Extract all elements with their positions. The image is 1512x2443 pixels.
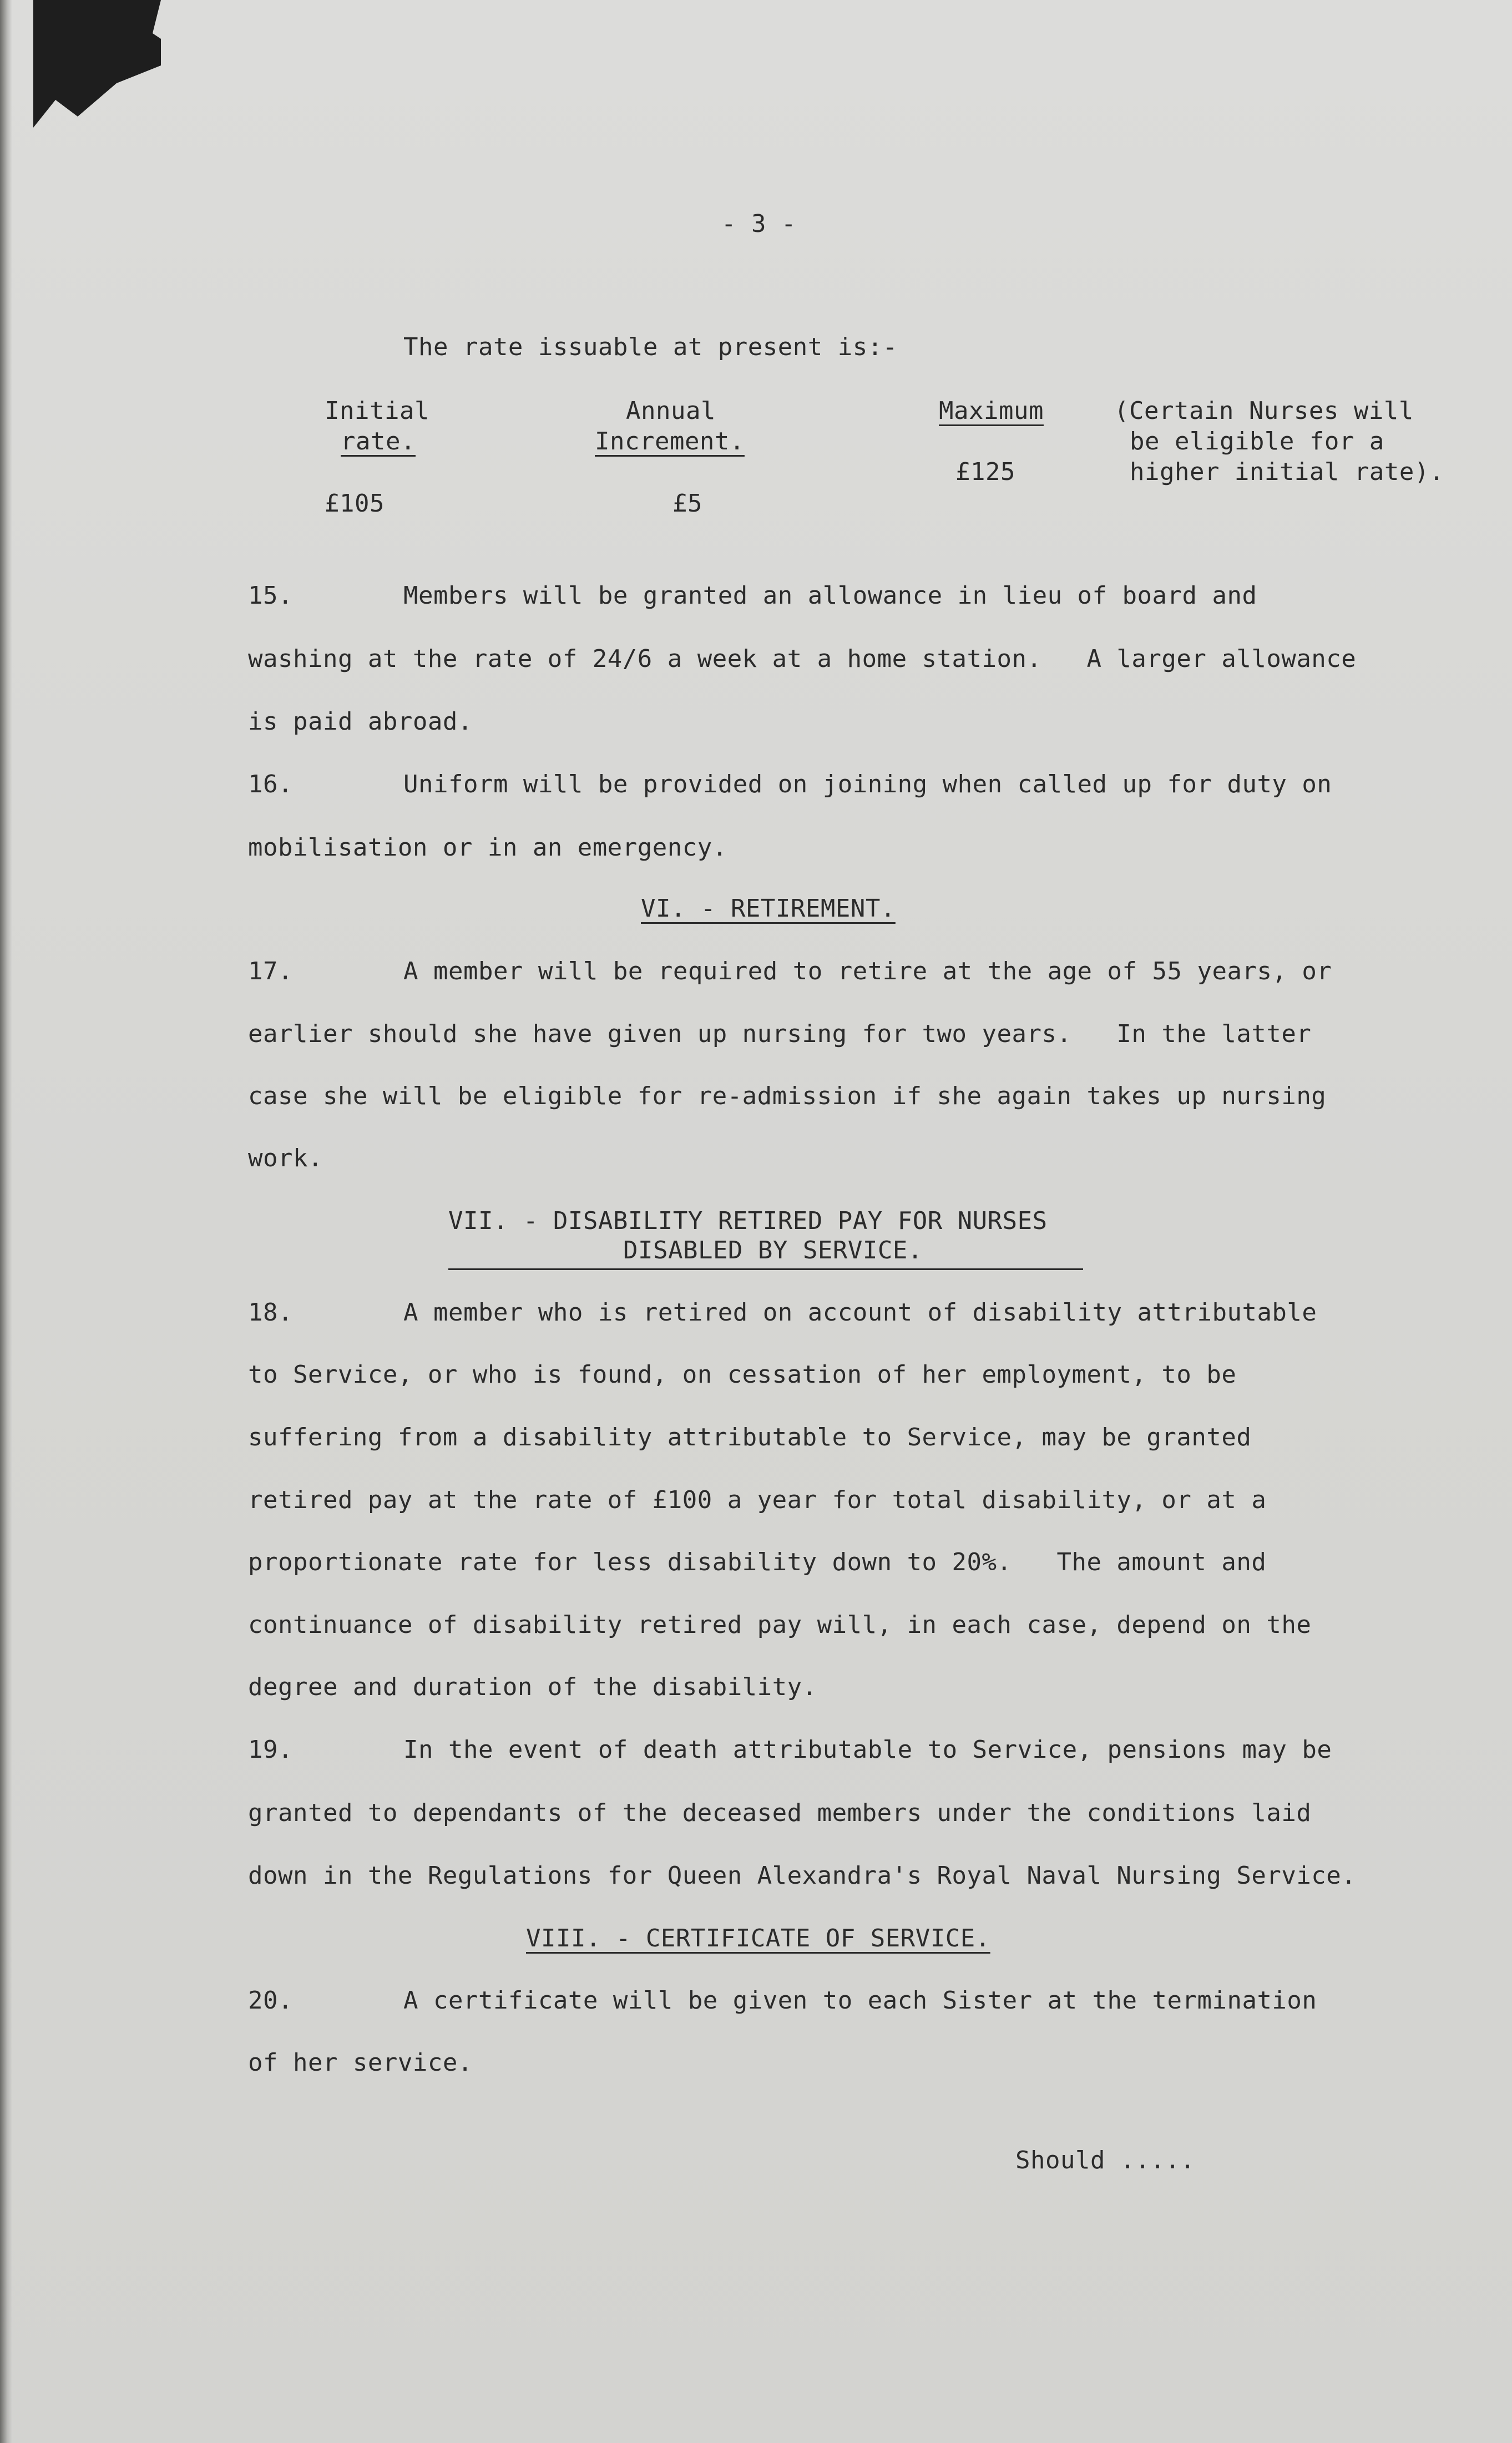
section-6-heading: VI. - RETIREMENT. [641,894,896,923]
p20-line1: A certificate will be given to each Sister at the termination [403,1986,1317,2015]
p20-line2: of her service. [248,2049,473,2077]
torn-corner [33,0,161,128]
p17-number: 17. [248,957,293,985]
p19-line1: In the event of death attributable to Service, pensions may be [403,1736,1332,1764]
page-number: - 3 - [721,210,796,238]
rate-note-3: higher initial rate). [1130,458,1444,486]
page-left-edge [0,0,12,2443]
catchword: Should ..... [1015,2146,1195,2174]
p18-number: 18. [248,1298,293,1327]
p15-line1: Members will be granted an allowance in lieu of board and [403,581,1257,610]
section-8-heading: VIII. - CERTIFICATE OF SERVICE. [526,1924,990,1953]
p18-line6: continuance of disability retired pay will, in each case, depend on the [248,1611,1312,1639]
rate-col2-header-2: Increment. [595,427,745,456]
p17-line2: earlier should she have given up nursing for two years. In the latter [248,1020,1312,1048]
rate-col1-header-2: rate. [341,427,416,456]
rate-intro: The rate issuable at present is:- [403,333,898,361]
section-7-heading-2: DISABLED BY SERVICE. [623,1236,923,1265]
p17-line4: work. [248,1144,323,1172]
p18-line3: suffering from a disability attributable to Service, may be granted [248,1423,1252,1451]
p18-line2: to Service, or who is found, on cessation of her employment, to be [248,1360,1237,1389]
p15-number: 15. [248,581,293,610]
rate-note-1: (Certain Nurses will [1114,397,1414,425]
p19-line3: down in the Regulations for Queen Alexandra's Royal Naval Nursing Service. [248,1862,1357,1890]
p18-line1: A member who is retired on account of disability attributable [403,1298,1317,1327]
p17-line1: A member will be required to retire at the age of 55 years, or [403,957,1332,985]
p15-line2: washing at the rate of 24/6 a week at a home station. A larger allowance [248,645,1357,673]
rate-col3-header: Maximum [939,397,1044,425]
rate-note-2: be eligible for a [1130,427,1384,456]
rate-col2-value: £5 [672,489,702,518]
rate-col1-value: £105 [325,489,385,518]
rate-col3-value: £125 [955,458,1015,486]
p18-line4: retired pay at the rate of £100 a year for total disability, or at a [248,1486,1267,1514]
p20-number: 20. [248,1986,293,2015]
p17-line3: case she will be eligible for re-admission if she again takes up nursing [248,1082,1327,1110]
p15-line3: is paid abroad. [248,707,473,736]
p19-line2: granted to dependants of the deceased members under the conditions laid [248,1799,1312,1827]
p16-line2: mobilisation or in an emergency. [248,833,727,862]
rate-col2-header-1: Annual [626,397,716,425]
rate-col1-header-1: Initial [325,397,429,425]
section-7-underline [448,1268,1083,1270]
section-7-heading-1: VII. - DISABILITY RETIRED PAY FOR NURSES [448,1207,1048,1235]
p16-line1: Uniform will be provided on joining when called up for duty on [403,770,1332,798]
p19-number: 19. [248,1736,293,1764]
p16-number: 16. [248,770,293,798]
p18-line5: proportionate rate for less disability down to 20%. The amount and [248,1548,1267,1576]
p18-line7: degree and duration of the disability. [248,1673,817,1701]
